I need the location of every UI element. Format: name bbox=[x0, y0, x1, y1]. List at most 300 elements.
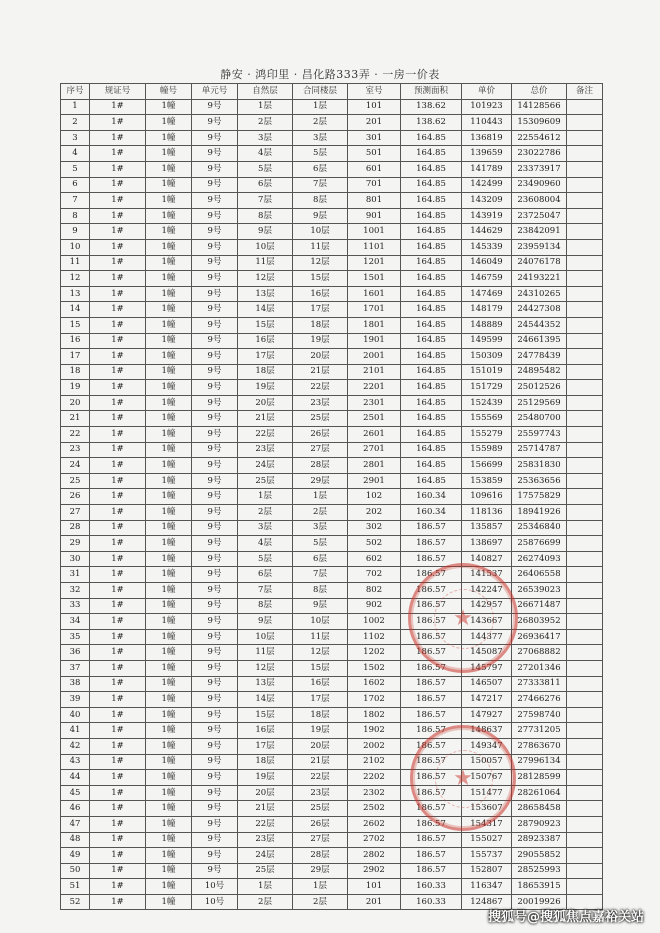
table-cell: 164.85 bbox=[401, 395, 462, 411]
table-cell bbox=[567, 130, 603, 146]
table-cell: 1601 bbox=[348, 286, 401, 302]
table-cell: 1202 bbox=[348, 645, 401, 661]
table-cell: 26层 bbox=[293, 816, 348, 832]
table-row bbox=[61, 614, 603, 630]
table-cell: 26274093 bbox=[512, 551, 567, 567]
table-cell: 3层 bbox=[238, 130, 293, 146]
table-cell bbox=[567, 427, 603, 443]
table-cell: 27层 bbox=[293, 442, 348, 458]
table-cell: 1# bbox=[90, 255, 146, 271]
table-cell: 10层 bbox=[293, 224, 348, 240]
table-cell: 138697 bbox=[462, 536, 512, 552]
table-cell: 9号 bbox=[192, 832, 238, 848]
table-cell: 1602 bbox=[348, 676, 401, 692]
table-cell: 1# bbox=[90, 848, 146, 864]
table-cell: 21层 bbox=[293, 364, 348, 380]
table-cell: 8 bbox=[61, 208, 90, 224]
table-cell: 2001 bbox=[348, 349, 401, 365]
table-cell: 28923387 bbox=[512, 832, 567, 848]
table-cell bbox=[567, 146, 603, 162]
table-cell: 2501 bbox=[348, 411, 401, 427]
table-cell: 14层 bbox=[238, 302, 293, 318]
table-cell: 7层 bbox=[293, 177, 348, 193]
table-cell: 9号 bbox=[192, 707, 238, 723]
table-cell: 25714787 bbox=[512, 442, 567, 458]
table-cell: 5层 bbox=[293, 536, 348, 552]
table-cell: 1# bbox=[90, 785, 146, 801]
table-cell: 10 bbox=[61, 239, 90, 255]
table-cell: 124867 bbox=[462, 894, 512, 910]
table-cell: 1幢 bbox=[146, 146, 192, 162]
table-cell: 29层 bbox=[293, 863, 348, 879]
table-cell: 49 bbox=[61, 848, 90, 864]
table-cell bbox=[567, 848, 603, 864]
table-cell: 802 bbox=[348, 583, 401, 599]
table-cell: 29层 bbox=[293, 473, 348, 489]
table-cell: 1# bbox=[90, 676, 146, 692]
table-cell: 101 bbox=[348, 99, 401, 115]
table-cell: 164.85 bbox=[401, 146, 462, 162]
table-cell: 1幢 bbox=[146, 879, 192, 895]
table-cell: 164.85 bbox=[401, 380, 462, 396]
table-cell: 1幢 bbox=[146, 848, 192, 864]
table-cell: 23608004 bbox=[512, 193, 567, 209]
table-row bbox=[61, 177, 603, 193]
table-cell: 28658458 bbox=[512, 801, 567, 817]
table-cell: 22层 bbox=[293, 380, 348, 396]
table-row bbox=[61, 364, 603, 380]
table-row bbox=[61, 208, 603, 224]
table-row bbox=[61, 349, 603, 365]
table-row bbox=[61, 816, 603, 832]
column-header: 总价 bbox=[512, 84, 567, 100]
table-cell: 27333811 bbox=[512, 676, 567, 692]
table-cell: 146507 bbox=[462, 676, 512, 692]
table-cell: 15 bbox=[61, 317, 90, 333]
table-cell: 20层 bbox=[238, 785, 293, 801]
table-cell bbox=[567, 349, 603, 365]
official-seal-stamp: ★ bbox=[408, 563, 518, 673]
table-cell: 11 bbox=[61, 255, 90, 271]
table-cell: 15层 bbox=[238, 707, 293, 723]
table-cell: 32 bbox=[61, 583, 90, 599]
table-cell: 1# bbox=[90, 317, 146, 333]
table-cell: 25480700 bbox=[512, 411, 567, 427]
table-cell: 21层 bbox=[238, 801, 293, 817]
table-cell: 109616 bbox=[462, 489, 512, 505]
table-cell: 1# bbox=[90, 723, 146, 739]
table-cell: 9号 bbox=[192, 208, 238, 224]
table-cell: 15层 bbox=[238, 317, 293, 333]
table-cell: 9号 bbox=[192, 801, 238, 817]
table-cell: 141789 bbox=[462, 161, 512, 177]
table-cell: 1501 bbox=[348, 271, 401, 287]
table-cell: 146759 bbox=[462, 271, 512, 287]
table-cell: 22层 bbox=[238, 427, 293, 443]
table-cell: 1# bbox=[90, 395, 146, 411]
table-cell: 164.85 bbox=[401, 286, 462, 302]
table-cell: 6层 bbox=[293, 161, 348, 177]
table-cell: 164.85 bbox=[401, 317, 462, 333]
table-cell: 16层 bbox=[238, 333, 293, 349]
table-cell: 9号 bbox=[192, 146, 238, 162]
table-cell: 186.57 bbox=[401, 551, 462, 567]
table-cell: 1幢 bbox=[146, 863, 192, 879]
table-cell: 9号 bbox=[192, 520, 238, 536]
table-cell: 153859 bbox=[462, 473, 512, 489]
column-header: 规证号 bbox=[90, 84, 146, 100]
table-cell: 1幢 bbox=[146, 115, 192, 131]
table-cell: 186.57 bbox=[401, 848, 462, 864]
table-cell: 9号 bbox=[192, 130, 238, 146]
table-cell: 1# bbox=[90, 177, 146, 193]
table-cell: 5层 bbox=[238, 161, 293, 177]
table-cell: 164.85 bbox=[401, 349, 462, 365]
table-cell: 186.57 bbox=[401, 801, 462, 817]
table-cell: 2 bbox=[61, 115, 90, 131]
document-title: 静安 · 鸿印里 · 昌化路333弄 · 一房一价表 bbox=[220, 68, 440, 81]
table-cell: 11层 bbox=[293, 239, 348, 255]
table-cell: 147927 bbox=[462, 707, 512, 723]
table-cell: 10层 bbox=[238, 629, 293, 645]
table-cell: 18 bbox=[61, 364, 90, 380]
table-cell: 164.85 bbox=[401, 302, 462, 318]
table-cell: 186.57 bbox=[401, 770, 462, 786]
table-cell: 28525993 bbox=[512, 863, 567, 879]
table-cell: 116347 bbox=[462, 879, 512, 895]
column-header: 单元号 bbox=[192, 84, 238, 100]
table-cell: 7层 bbox=[238, 583, 293, 599]
table-cell: 14 bbox=[61, 302, 90, 318]
table-cell: 23层 bbox=[293, 785, 348, 801]
table-cell: 2802 bbox=[348, 848, 401, 864]
table-cell: 186.57 bbox=[401, 738, 462, 754]
table-cell: 46 bbox=[61, 801, 90, 817]
table-cell bbox=[567, 520, 603, 536]
table-cell: 27996134 bbox=[512, 754, 567, 770]
table-cell: 1幢 bbox=[146, 785, 192, 801]
table-cell: 19层 bbox=[293, 333, 348, 349]
table-cell: 164.85 bbox=[401, 364, 462, 380]
table-cell: 1# bbox=[90, 489, 146, 505]
table-cell: 9号 bbox=[192, 224, 238, 240]
table-cell: 42 bbox=[61, 738, 90, 754]
table-cell: 1幢 bbox=[146, 738, 192, 754]
table-cell: 29055852 bbox=[512, 848, 567, 864]
table-cell: 9号 bbox=[192, 177, 238, 193]
table-cell: 164.85 bbox=[401, 161, 462, 177]
table-cell: 25831830 bbox=[512, 458, 567, 474]
table-cell: 20层 bbox=[293, 738, 348, 754]
table-row bbox=[61, 458, 603, 474]
table-cell: 136819 bbox=[462, 130, 512, 146]
table-row bbox=[61, 879, 603, 895]
table-cell bbox=[567, 458, 603, 474]
table-cell: 22 bbox=[61, 427, 90, 443]
table-cell: 9号 bbox=[192, 645, 238, 661]
table-cell: 1# bbox=[90, 380, 146, 396]
table-cell: 1层 bbox=[293, 879, 348, 895]
table-cell: 1# bbox=[90, 193, 146, 209]
table-cell: 15层 bbox=[293, 660, 348, 676]
table-cell bbox=[567, 629, 603, 645]
table-cell: 28层 bbox=[293, 848, 348, 864]
table-cell: 9号 bbox=[192, 161, 238, 177]
table-cell: 1幢 bbox=[146, 473, 192, 489]
table-cell: 25层 bbox=[293, 801, 348, 817]
table-cell: 1# bbox=[90, 832, 146, 848]
table-cell: 164.85 bbox=[401, 224, 462, 240]
table-cell: 164.85 bbox=[401, 473, 462, 489]
table-cell bbox=[567, 115, 603, 131]
table-cell: 27731205 bbox=[512, 723, 567, 739]
table-cell: 4 bbox=[61, 146, 90, 162]
table-cell: 1幢 bbox=[146, 286, 192, 302]
table-cell: 18层 bbox=[293, 707, 348, 723]
table-cell: 160.34 bbox=[401, 505, 462, 521]
table-cell: 1幢 bbox=[146, 177, 192, 193]
table-cell: 1幢 bbox=[146, 894, 192, 910]
table-cell: 1102 bbox=[348, 629, 401, 645]
table-cell: 7层 bbox=[293, 567, 348, 583]
table-cell: 186.57 bbox=[401, 614, 462, 630]
table-cell: 2801 bbox=[348, 458, 401, 474]
table-cell: 145339 bbox=[462, 239, 512, 255]
table-cell: 3层 bbox=[293, 130, 348, 146]
table-cell: 1# bbox=[90, 598, 146, 614]
table-cell: 6层 bbox=[238, 177, 293, 193]
table-cell: 9号 bbox=[192, 239, 238, 255]
table-cell: 9号 bbox=[192, 660, 238, 676]
table-cell: 1# bbox=[90, 660, 146, 676]
table-cell: 40 bbox=[61, 707, 90, 723]
table-cell: 18653915 bbox=[512, 879, 567, 895]
table-cell: 9层 bbox=[238, 614, 293, 630]
table-cell: 186.57 bbox=[401, 536, 462, 552]
table-row bbox=[61, 707, 603, 723]
table-cell bbox=[567, 738, 603, 754]
table-cell: 155279 bbox=[462, 427, 512, 443]
table-cell: 1层 bbox=[238, 489, 293, 505]
table-cell bbox=[567, 395, 603, 411]
table-cell: 10层 bbox=[293, 614, 348, 630]
table-cell: 1幢 bbox=[146, 536, 192, 552]
table-cell: 9号 bbox=[192, 816, 238, 832]
table-cell bbox=[567, 302, 603, 318]
table-cell: 6 bbox=[61, 177, 90, 193]
table-cell: 17层 bbox=[293, 302, 348, 318]
table-cell: 1# bbox=[90, 505, 146, 521]
table-cell: 186.57 bbox=[401, 520, 462, 536]
table-cell bbox=[567, 614, 603, 630]
table-cell: 154317 bbox=[462, 816, 512, 832]
table-cell: 901 bbox=[348, 208, 401, 224]
table-cell: 142957 bbox=[462, 598, 512, 614]
table-cell: 1幢 bbox=[146, 770, 192, 786]
table-cell: 18层 bbox=[293, 317, 348, 333]
table-cell: 138.62 bbox=[401, 99, 462, 115]
table-cell bbox=[567, 551, 603, 567]
table-cell: 30 bbox=[61, 551, 90, 567]
table-cell: 1幢 bbox=[146, 255, 192, 271]
table-cell: 164.85 bbox=[401, 208, 462, 224]
table-cell: 148889 bbox=[462, 317, 512, 333]
table-cell: 23层 bbox=[293, 395, 348, 411]
table-cell: 25363656 bbox=[512, 473, 567, 489]
table-cell: 147217 bbox=[462, 692, 512, 708]
table-cell: 5 bbox=[61, 161, 90, 177]
table-cell: 302 bbox=[348, 520, 401, 536]
table-cell bbox=[567, 505, 603, 521]
table-cell: 1# bbox=[90, 629, 146, 645]
table-row bbox=[61, 723, 603, 739]
table-cell: 1# bbox=[90, 442, 146, 458]
table-cell bbox=[567, 536, 603, 552]
table-cell: 5层 bbox=[293, 146, 348, 162]
table-cell: 1幢 bbox=[146, 224, 192, 240]
table-cell: 1 bbox=[61, 99, 90, 115]
table-cell: 18941926 bbox=[512, 505, 567, 521]
table-cell: 34 bbox=[61, 614, 90, 630]
table-cell: 29 bbox=[61, 536, 90, 552]
table-cell: 23层 bbox=[238, 832, 293, 848]
table-cell: 14层 bbox=[238, 692, 293, 708]
table-cell: 1幢 bbox=[146, 349, 192, 365]
table-cell bbox=[567, 177, 603, 193]
table-cell: 2层 bbox=[293, 505, 348, 521]
table-cell: 101 bbox=[348, 879, 401, 895]
table-cell: 24661395 bbox=[512, 333, 567, 349]
table-cell: 20019926 bbox=[512, 894, 567, 910]
table-cell: 9号 bbox=[192, 99, 238, 115]
table-row bbox=[61, 536, 603, 552]
table-cell bbox=[567, 224, 603, 240]
table-cell: 2层 bbox=[238, 894, 293, 910]
table-cell: 2601 bbox=[348, 427, 401, 443]
table-cell bbox=[567, 239, 603, 255]
table-cell: 9号 bbox=[192, 333, 238, 349]
table-cell: 27466276 bbox=[512, 692, 567, 708]
table-row bbox=[61, 801, 603, 817]
table-cell: 139659 bbox=[462, 146, 512, 162]
table-cell: 2202 bbox=[348, 770, 401, 786]
table-cell: 25346840 bbox=[512, 520, 567, 536]
table-cell bbox=[567, 364, 603, 380]
table-cell: 201 bbox=[348, 115, 401, 131]
table-cell: 24427308 bbox=[512, 302, 567, 318]
table-cell: 140827 bbox=[462, 551, 512, 567]
table-cell: 11层 bbox=[238, 645, 293, 661]
table-row bbox=[61, 239, 603, 255]
table-cell: 9号 bbox=[192, 598, 238, 614]
table-cell: 1101 bbox=[348, 239, 401, 255]
table-cell: 1幢 bbox=[146, 317, 192, 333]
table-cell: 9号 bbox=[192, 395, 238, 411]
table-cell: 201 bbox=[348, 894, 401, 910]
table-cell: 25层 bbox=[293, 411, 348, 427]
table-cell: 4层 bbox=[238, 536, 293, 552]
table-cell: 1# bbox=[90, 286, 146, 302]
table-cell: 1幢 bbox=[146, 754, 192, 770]
table-cell: 2702 bbox=[348, 832, 401, 848]
table-cell: 1# bbox=[90, 427, 146, 443]
table-cell: 164.85 bbox=[401, 271, 462, 287]
table-cell: 101923 bbox=[462, 99, 512, 115]
table-cell: 48 bbox=[61, 832, 90, 848]
table-row bbox=[61, 255, 603, 271]
table-cell: 12层 bbox=[238, 271, 293, 287]
table-cell: 1# bbox=[90, 411, 146, 427]
table-cell bbox=[567, 583, 603, 599]
table-row bbox=[61, 99, 603, 115]
table-cell bbox=[567, 489, 603, 505]
table-cell: 143667 bbox=[462, 614, 512, 630]
table-cell: 1# bbox=[90, 208, 146, 224]
table-cell: 118136 bbox=[462, 505, 512, 521]
table-cell: 1# bbox=[90, 473, 146, 489]
table-cell: 23959134 bbox=[512, 239, 567, 255]
table-cell: 1幢 bbox=[146, 567, 192, 583]
table-cell: 12层 bbox=[293, 255, 348, 271]
table-cell: 2层 bbox=[293, 894, 348, 910]
table-cell: 6层 bbox=[238, 567, 293, 583]
table-cell: 1# bbox=[90, 333, 146, 349]
table-cell: 9号 bbox=[192, 302, 238, 318]
table-cell: 1幢 bbox=[146, 629, 192, 645]
table-cell: 149599 bbox=[462, 333, 512, 349]
table-cell: 19层 bbox=[293, 723, 348, 739]
table-cell: 1702 bbox=[348, 692, 401, 708]
table-cell: 10号 bbox=[192, 879, 238, 895]
table-cell: 148637 bbox=[462, 723, 512, 739]
table-row bbox=[61, 380, 603, 396]
table-cell: 1幢 bbox=[146, 130, 192, 146]
table-cell: 25层 bbox=[238, 473, 293, 489]
table-cell: 26 bbox=[61, 489, 90, 505]
table-cell: 1701 bbox=[348, 302, 401, 318]
table-cell: 186.57 bbox=[401, 660, 462, 676]
column-header: 合同楼层 bbox=[293, 84, 348, 100]
table-cell: 7 bbox=[61, 193, 90, 209]
table-cell: 1幢 bbox=[146, 99, 192, 115]
table-cell: 186.57 bbox=[401, 598, 462, 614]
table-cell: 142247 bbox=[462, 583, 512, 599]
table-cell: 9层 bbox=[238, 224, 293, 240]
table-cell: 19 bbox=[61, 380, 90, 396]
table-cell: 1# bbox=[90, 130, 146, 146]
table-cell: 155027 bbox=[462, 832, 512, 848]
table-cell: 151477 bbox=[462, 785, 512, 801]
table-cell: 2201 bbox=[348, 380, 401, 396]
table-row bbox=[61, 692, 603, 708]
table-cell: 202 bbox=[348, 505, 401, 521]
table-cell: 702 bbox=[348, 567, 401, 583]
table-cell: 12 bbox=[61, 271, 90, 287]
table-row bbox=[61, 146, 603, 162]
table-row bbox=[61, 411, 603, 427]
table-cell: 24076178 bbox=[512, 255, 567, 271]
table-cell: 18层 bbox=[238, 364, 293, 380]
table-cell: 186.57 bbox=[401, 816, 462, 832]
table-cell: 9号 bbox=[192, 583, 238, 599]
table-cell: 26803952 bbox=[512, 614, 567, 630]
table-cell: 23373917 bbox=[512, 161, 567, 177]
table-cell: 155737 bbox=[462, 848, 512, 864]
table-cell: 1幢 bbox=[146, 239, 192, 255]
table-cell: 9号 bbox=[192, 411, 238, 427]
table-cell: 1层 bbox=[238, 879, 293, 895]
table-cell: 23725047 bbox=[512, 208, 567, 224]
